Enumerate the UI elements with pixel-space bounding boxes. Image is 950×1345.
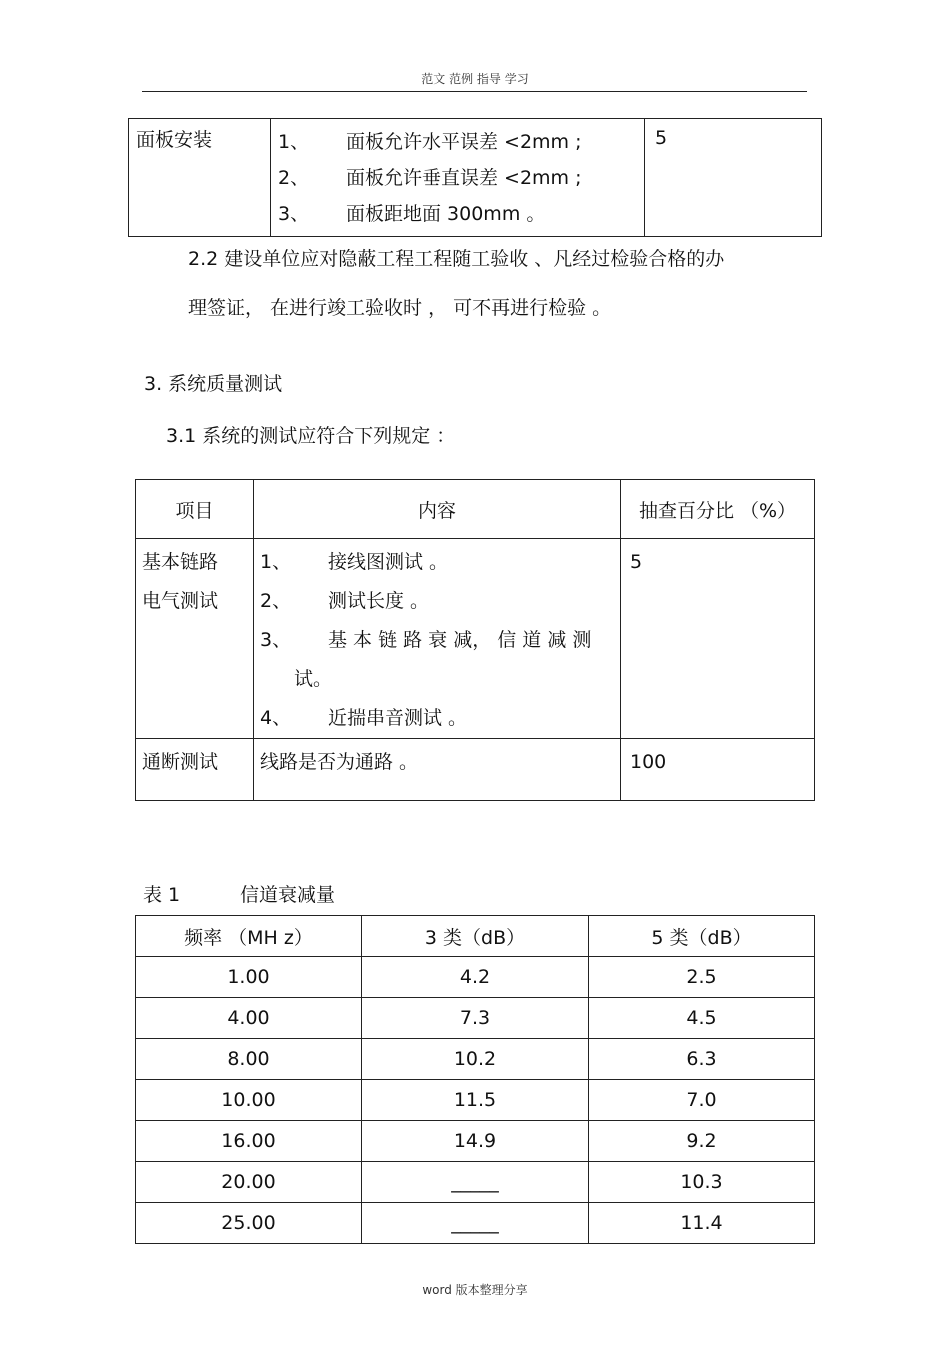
test-item-cell: 基本链路 电气测试 xyxy=(136,539,254,739)
cat3-cell: 10.2 xyxy=(362,1039,589,1080)
header-rule xyxy=(142,91,807,92)
page-footer: word 版本整理分享 xyxy=(422,1283,528,1297)
cat3-cell: 4.2 xyxy=(362,957,589,998)
table-row xyxy=(136,1039,815,1080)
cat5-cell: 9.2 xyxy=(589,1121,815,1162)
cat5-cell: 2.5 xyxy=(589,957,815,998)
list-item: 2、 测试长度 。 xyxy=(260,590,430,612)
frequency-cell: 4.00 xyxy=(136,998,362,1039)
column-header: 项目 xyxy=(136,480,254,539)
test-content-cell: 线路是否为通路 。 xyxy=(254,739,621,801)
table-row xyxy=(136,957,815,998)
panel-install-table xyxy=(128,118,822,237)
list-item: 1、 接线图测试 。 xyxy=(260,551,449,573)
table-row xyxy=(136,1203,815,1244)
test-requirements-table xyxy=(135,479,815,801)
frequency-cell: 20.00 xyxy=(136,1162,362,1203)
frequency-cell: 1.00 xyxy=(136,957,362,998)
paragraph-2-2-line2: 理签证， 在进行竣工验收时 ， 可不再进行检验 。 xyxy=(188,297,612,319)
table-row xyxy=(136,998,815,1039)
table-row xyxy=(136,539,815,739)
column-header: 5 类（dB） xyxy=(589,916,815,957)
frequency-cell: 25.00 xyxy=(136,1203,362,1244)
cat5-cell: 4.5 xyxy=(589,998,815,1039)
paragraph-2-2-line1: 2.2 建设单位应对隐蔽工程工程随工验收 、凡经过检验合格的办 xyxy=(188,248,725,270)
list-item: 3、 面板距地面 300mm 。 xyxy=(278,203,546,225)
cat5-cell: 6.3 xyxy=(589,1039,815,1080)
list-item-continuation: 试。 xyxy=(294,668,333,690)
cat3-cell: 7.3 xyxy=(362,998,589,1039)
column-header: 3 类（dB） xyxy=(362,916,589,957)
cat5-cell: 10.3 xyxy=(589,1162,815,1203)
table-caption-label: 表 1 xyxy=(143,884,181,906)
table-row xyxy=(136,1121,815,1162)
cat3-cell: _____ xyxy=(362,1203,589,1244)
table-caption-title: 信道衰减量 xyxy=(240,884,336,906)
table-row xyxy=(136,1080,815,1121)
list-item: 4、 近揣串音测试 。 xyxy=(260,707,468,729)
frequency-cell: 10.00 xyxy=(136,1080,362,1121)
cat3-cell: 14.9 xyxy=(362,1121,589,1162)
table-header-row xyxy=(136,916,815,957)
table-row xyxy=(136,739,815,801)
page-header: 范文 范例 指导 学习 xyxy=(421,72,529,86)
channel-attenuation-table xyxy=(135,915,815,1244)
section-3-title: 3. 系统质量测试 xyxy=(144,373,283,395)
frequency-cell: 16.00 xyxy=(136,1121,362,1162)
panel-install-value: 5 xyxy=(645,119,822,237)
cat3-cell: _____ xyxy=(362,1162,589,1203)
table-row xyxy=(129,119,822,237)
test-content-cell xyxy=(254,539,621,739)
table-row xyxy=(136,1162,815,1203)
column-header: 抽查百分比 （%） xyxy=(621,480,815,539)
list-item: 1、 面板允许水平误差 <2mm ; xyxy=(278,131,582,153)
cat5-cell: 7.0 xyxy=(589,1080,815,1121)
list-item: 2、 面板允许垂直误差 <2mm ; xyxy=(278,167,582,189)
table-header-row xyxy=(136,480,815,539)
panel-install-label: 面板安装 xyxy=(129,119,271,237)
test-percent-cell: 100 xyxy=(621,739,815,801)
test-item-cell: 通断测试 xyxy=(136,739,254,801)
panel-install-requirements xyxy=(271,119,645,237)
frequency-cell: 8.00 xyxy=(136,1039,362,1080)
column-header: 频率 （MH z） xyxy=(136,916,362,957)
list-item: 3、 基 本 链 路 衰 减， 信 道 减 测 xyxy=(260,629,592,651)
test-percent-cell: 5 xyxy=(621,539,815,739)
cat3-cell: 11.5 xyxy=(362,1080,589,1121)
section-3-1-title: 3.1 系统的测试应符合下列规定 ： xyxy=(166,425,456,447)
column-header: 内容 xyxy=(254,480,621,539)
cat5-cell: 11.4 xyxy=(589,1203,815,1244)
